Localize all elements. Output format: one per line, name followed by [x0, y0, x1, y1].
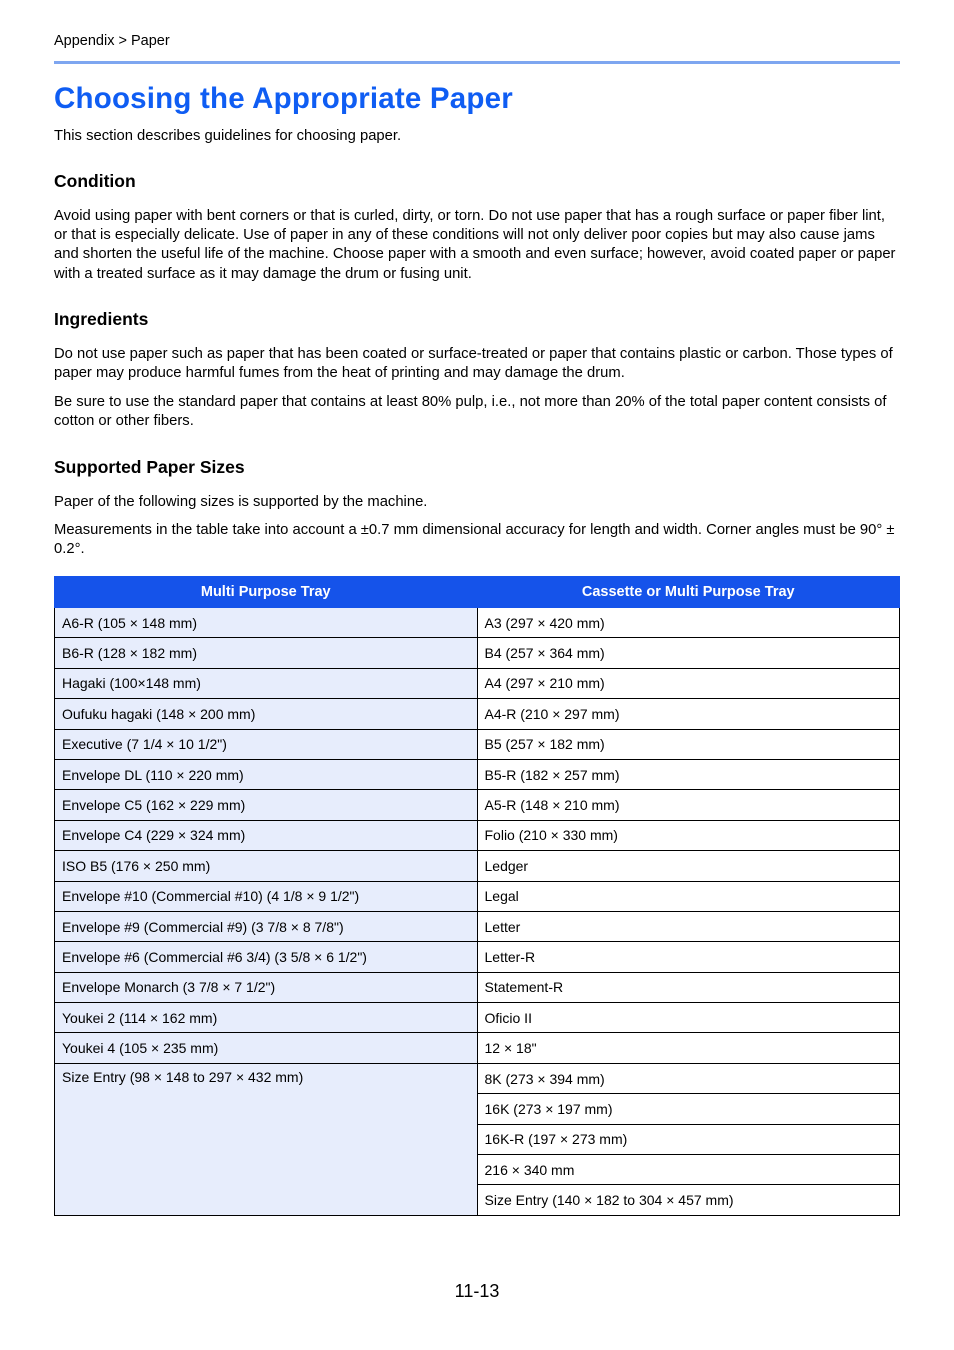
cassette-tray-cell: B5 (257 × 182 mm)	[477, 729, 900, 759]
multi-purpose-tray-cell: Envelope Monarch (3 7/8 × 7 1/2")	[55, 972, 478, 1002]
multi-purpose-tray-cell: Envelope C4 (229 × 324 mm)	[55, 820, 478, 850]
table-row	[55, 1033, 900, 1063]
breadcrumb: Appendix > Paper	[54, 33, 170, 49]
cassette-tray-cell: Letter	[477, 911, 900, 941]
sizes-heading: Supported Paper Sizes	[54, 457, 245, 477]
table-row	[55, 972, 900, 1002]
cassette-tray-cell: Legal	[477, 881, 900, 911]
table-row	[55, 820, 900, 850]
page-number: 11-13	[454, 1281, 500, 1301]
table-row	[55, 638, 900, 668]
table-row	[55, 851, 900, 881]
table-body	[55, 608, 900, 1216]
condition-heading: Condition	[54, 171, 136, 191]
table-row	[55, 729, 900, 759]
cassette-tray-cell: A3 (297 × 420 mm)	[477, 608, 900, 638]
multi-purpose-tray-cell: Envelope C5 (162 × 229 mm)	[55, 790, 478, 820]
sizes-text-2: Measurements in the table take into account a ±0.7 mm dimensional accuracy for length and width. Corner angles must be 90° ± 0.2°.	[54, 522, 895, 558]
table-row	[55, 1003, 900, 1033]
cassette-tray-cell: Size Entry (140 × 182 to 304 × 457 mm)	[477, 1185, 900, 1215]
table-row	[55, 881, 900, 911]
column-header-multi-purpose-tray: Multi Purpose Tray	[55, 577, 478, 608]
page-title: Choosing the Appropriate Paper	[54, 82, 513, 115]
multi-purpose-tray-cell: Size Entry (98 × 148 to 297 × 432 mm)	[55, 1063, 478, 1215]
table-row	[55, 942, 900, 972]
cassette-tray-cell: B5-R (182 × 257 mm)	[477, 759, 900, 789]
multi-purpose-tray-cell: A6-R (105 × 148 mm)	[55, 608, 478, 638]
table-row	[55, 668, 900, 698]
cassette-tray-cell: Oficio II	[477, 1003, 900, 1033]
cassette-tray-cell: 12 × 18"	[477, 1033, 900, 1063]
cassette-tray-cell: 216 × 340 mm	[477, 1155, 900, 1185]
cassette-tray-cell: A4-R (210 × 297 mm)	[477, 699, 900, 729]
multi-purpose-tray-cell: Envelope #10 (Commercial #10) (4 1/8 × 9 1/2")	[55, 881, 478, 911]
multi-purpose-tray-cell: Envelope #9 (Commercial #9) (3 7/8 × 8 7/8")	[55, 911, 478, 941]
table-row	[55, 608, 900, 638]
table-row	[55, 911, 900, 941]
cassette-tray-cell: Ledger	[477, 851, 900, 881]
condition-text: Avoid using paper with bent corners or that is curled, dirty, or torn. Do not use paper that has a rough surface or paper fiber lint, or that is especially delicate. Use of paper in any of these conditions will not only deliver poor copies but may also cause jams and shorten the useful life of the machine. Choose paper with a smooth and even surface; however, avoid coated paper or paper with a treated surface as it may damage the drum or fusing unit.	[54, 208, 896, 282]
multi-purpose-tray-cell: Hagaki (100×148 mm)	[55, 668, 478, 698]
cassette-tray-cell: Statement-R	[477, 972, 900, 1002]
table-row	[55, 759, 900, 789]
sizes-text-1: Paper of the following sizes is supported by the machine.	[54, 494, 428, 510]
header-rule	[54, 61, 900, 64]
multi-purpose-tray-cell: Oufuku hagaki (148 × 200 mm)	[55, 699, 478, 729]
cassette-tray-cell: B4 (257 × 364 mm)	[477, 638, 900, 668]
cassette-tray-cell: 16K-R (197 × 273 mm)	[477, 1124, 900, 1154]
table-row	[55, 1063, 900, 1093]
multi-purpose-tray-cell: Youkei 2 (114 × 162 mm)	[55, 1003, 478, 1033]
ingredients-heading: Ingredients	[54, 309, 149, 329]
paper-sizes-table	[54, 576, 900, 1216]
multi-purpose-tray-cell: Executive (7 1/4 × 10 1/2")	[55, 729, 478, 759]
table-row	[55, 790, 900, 820]
multi-purpose-tray-cell: ISO B5 (176 × 250 mm)	[55, 851, 478, 881]
ingredients-text-2: Be sure to use the standard paper that contains at least 80% pulp, i.e., not more than 20% of the total paper content consists of cotton or other fibers.	[54, 394, 887, 430]
cassette-tray-cell: 16K (273 × 197 mm)	[477, 1094, 900, 1124]
cassette-tray-cell: 8K (273 × 394 mm)	[477, 1063, 900, 1093]
multi-purpose-tray-cell: B6-R (128 × 182 mm)	[55, 638, 478, 668]
cassette-tray-cell: A5-R (148 × 210 mm)	[477, 790, 900, 820]
cassette-tray-cell: Folio (210 × 330 mm)	[477, 820, 900, 850]
table-row	[55, 699, 900, 729]
multi-purpose-tray-cell: Youkei 4 (105 × 235 mm)	[55, 1033, 478, 1063]
cassette-tray-cell: Letter-R	[477, 942, 900, 972]
table-header-row	[55, 577, 900, 608]
ingredients-text-1: Do not use paper such as paper that has been coated or surface-treated or paper that contains plastic or carbon. Those types of paper may produce harmful fumes from the heat of printing and may damage the drum.	[54, 346, 893, 382]
intro-text: This section describes guidelines for choosing paper.	[54, 128, 402, 144]
multi-purpose-tray-cell: Envelope DL (110 × 220 mm)	[55, 759, 478, 789]
column-header-cassette-or-multi-purpose-tray: Cassette or Multi Purpose Tray	[477, 577, 900, 608]
multi-purpose-tray-cell: Envelope #6 (Commercial #6 3/4) (3 5/8 × 6 1/2")	[55, 942, 478, 972]
cassette-tray-cell: A4 (297 × 210 mm)	[477, 668, 900, 698]
